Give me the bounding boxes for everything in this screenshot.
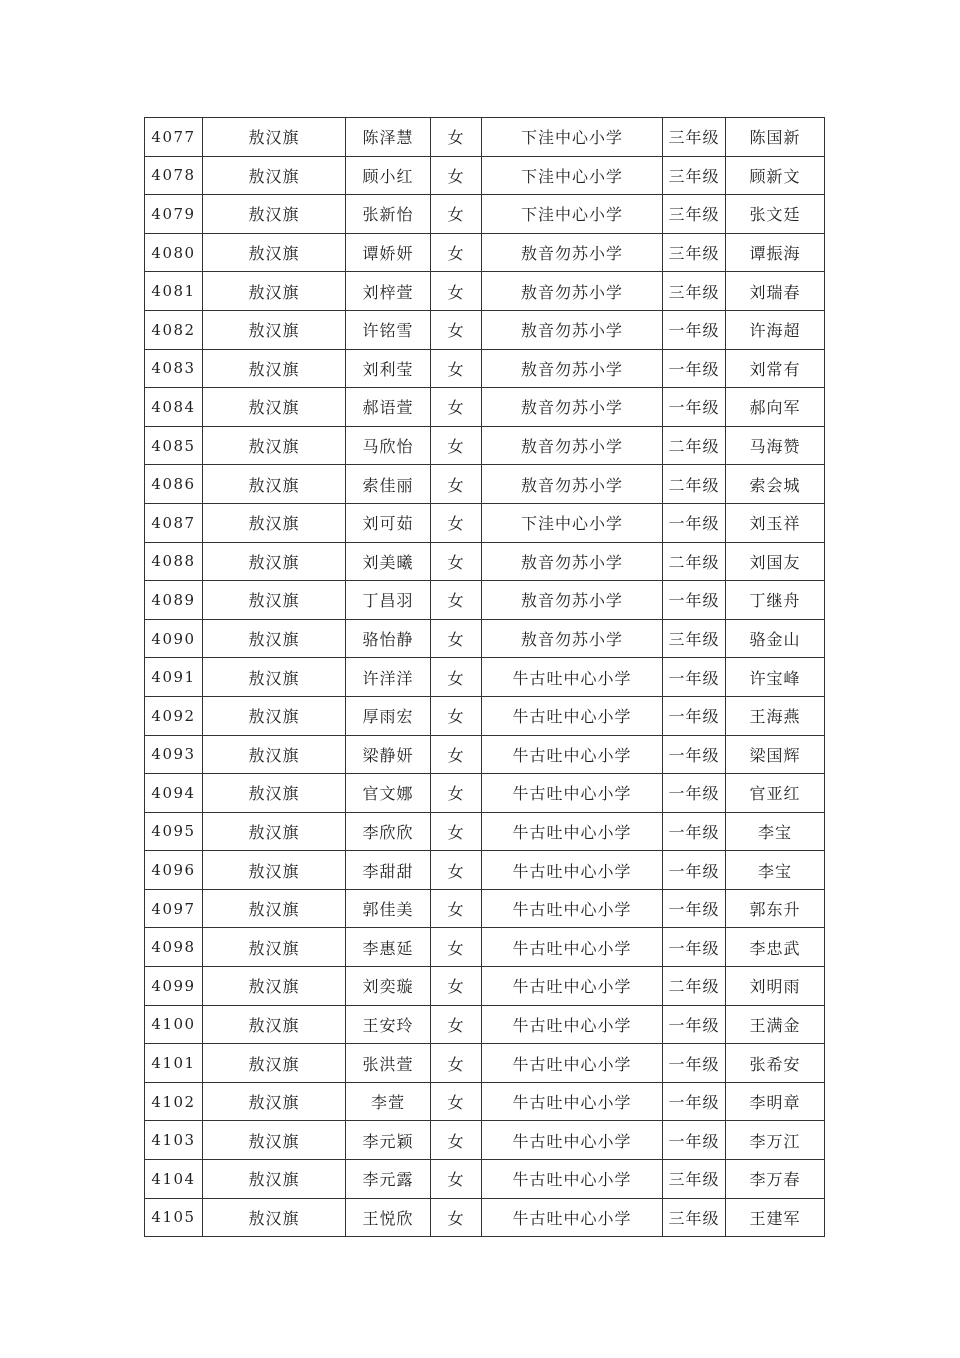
grade-cell: 一年级 [663, 696, 726, 735]
grade-cell: 一年级 [663, 735, 726, 774]
gender-cell: 女 [431, 542, 482, 581]
id-cell: 4105 [145, 1198, 203, 1237]
student-name-cell: 刘可茹 [346, 503, 431, 542]
guardian-name-cell: 谭振海 [726, 233, 825, 272]
student-name-cell: 顾小红 [346, 156, 431, 195]
id-cell: 4090 [145, 619, 203, 658]
table-row [145, 465, 825, 504]
gender-cell: 女 [431, 696, 482, 735]
guardian-name-cell: 许海超 [726, 310, 825, 349]
guardian-name-cell: 李忠武 [726, 928, 825, 967]
student-name-cell: 许铭雪 [346, 310, 431, 349]
table-row [145, 889, 825, 928]
region-cell: 敖汉旗 [203, 388, 346, 427]
grade-cell: 二年级 [663, 967, 726, 1006]
student-name-cell: 李惠延 [346, 928, 431, 967]
grade-cell: 三年级 [663, 156, 726, 195]
grade-cell: 一年级 [663, 349, 726, 388]
gender-cell: 女 [431, 658, 482, 697]
table-row [145, 349, 825, 388]
school-cell: 牛古吐中心小学 [482, 696, 663, 735]
gender-cell: 女 [431, 503, 482, 542]
table-row [145, 774, 825, 813]
table-row [145, 581, 825, 620]
region-cell: 敖汉旗 [203, 812, 346, 851]
region-cell: 敖汉旗 [203, 851, 346, 890]
region-cell: 敖汉旗 [203, 426, 346, 465]
grade-cell: 二年级 [663, 542, 726, 581]
student-name-cell: 谭娇妍 [346, 233, 431, 272]
table-row [145, 1044, 825, 1083]
gender-cell: 女 [431, 1044, 482, 1083]
guardian-name-cell: 刘明雨 [726, 967, 825, 1006]
id-cell: 4079 [145, 195, 203, 234]
grade-cell: 一年级 [663, 774, 726, 813]
table-row [145, 928, 825, 967]
region-cell: 敖汉旗 [203, 1044, 346, 1083]
grade-cell: 二年级 [663, 426, 726, 465]
grade-cell: 三年级 [663, 272, 726, 311]
gender-cell: 女 [431, 812, 482, 851]
region-cell: 敖汉旗 [203, 310, 346, 349]
student-name-cell: 王悦欣 [346, 1198, 431, 1237]
guardian-name-cell: 官亚红 [726, 774, 825, 813]
id-cell: 4100 [145, 1005, 203, 1044]
school-cell: 下洼中心小学 [482, 118, 663, 157]
region-cell: 敖汉旗 [203, 195, 346, 234]
gender-cell: 女 [431, 581, 482, 620]
grade-cell: 一年级 [663, 658, 726, 697]
student-name-cell: 马欣怡 [346, 426, 431, 465]
gender-cell: 女 [431, 156, 482, 195]
school-cell: 敖音勿苏小学 [482, 272, 663, 311]
school-cell: 敖音勿苏小学 [482, 542, 663, 581]
guardian-name-cell: 王海燕 [726, 696, 825, 735]
id-cell: 4104 [145, 1160, 203, 1199]
region-cell: 敖汉旗 [203, 696, 346, 735]
guardian-name-cell: 刘瑞春 [726, 272, 825, 311]
school-cell: 牛古吐中心小学 [482, 928, 663, 967]
region-cell: 敖汉旗 [203, 272, 346, 311]
student-name-cell: 王安玲 [346, 1005, 431, 1044]
guardian-name-cell: 刘国友 [726, 542, 825, 581]
school-cell: 敖音勿苏小学 [482, 233, 663, 272]
student-name-cell: 许洋洋 [346, 658, 431, 697]
id-cell: 4087 [145, 503, 203, 542]
table-row [145, 156, 825, 195]
student-name-cell: 李欣欣 [346, 812, 431, 851]
gender-cell: 女 [431, 195, 482, 234]
student-name-cell: 张洪萱 [346, 1044, 431, 1083]
school-cell: 牛古吐中心小学 [482, 1082, 663, 1121]
region-cell: 敖汉旗 [203, 928, 346, 967]
id-cell: 4089 [145, 581, 203, 620]
gender-cell: 女 [431, 889, 482, 928]
guardian-name-cell: 郭东升 [726, 889, 825, 928]
guardian-name-cell: 张文廷 [726, 195, 825, 234]
id-cell: 4098 [145, 928, 203, 967]
table-row [145, 195, 825, 234]
student-name-cell: 郭佳美 [346, 889, 431, 928]
grade-cell: 三年级 [663, 1198, 726, 1237]
school-cell: 下洼中心小学 [482, 195, 663, 234]
region-cell: 敖汉旗 [203, 774, 346, 813]
grade-cell: 一年级 [663, 1082, 726, 1121]
student-name-cell: 李萱 [346, 1082, 431, 1121]
region-cell: 敖汉旗 [203, 1121, 346, 1160]
student-name-cell: 李元颖 [346, 1121, 431, 1160]
guardian-name-cell: 张希安 [726, 1044, 825, 1083]
gender-cell: 女 [431, 1082, 482, 1121]
table-row [145, 812, 825, 851]
guardian-name-cell: 刘常有 [726, 349, 825, 388]
table-row [145, 658, 825, 697]
gender-cell: 女 [431, 774, 482, 813]
region-cell: 敖汉旗 [203, 118, 346, 157]
guardian-name-cell: 梁国辉 [726, 735, 825, 774]
gender-cell: 女 [431, 272, 482, 311]
table-row [145, 1082, 825, 1121]
gender-cell: 女 [431, 426, 482, 465]
student-name-cell: 郝语萱 [346, 388, 431, 427]
gender-cell: 女 [431, 851, 482, 890]
table-row [145, 118, 825, 157]
roster-table [144, 117, 825, 1237]
gender-cell: 女 [431, 233, 482, 272]
id-cell: 4096 [145, 851, 203, 890]
student-name-cell: 丁昌羽 [346, 581, 431, 620]
grade-cell: 三年级 [663, 619, 726, 658]
gender-cell: 女 [431, 1198, 482, 1237]
student-name-cell: 刘梓萱 [346, 272, 431, 311]
roster-body [145, 118, 825, 1237]
table-row [145, 542, 825, 581]
gender-cell: 女 [431, 619, 482, 658]
school-cell: 敖音勿苏小学 [482, 426, 663, 465]
grade-cell: 一年级 [663, 851, 726, 890]
school-cell: 牛古吐中心小学 [482, 1160, 663, 1199]
gender-cell: 女 [431, 1005, 482, 1044]
guardian-name-cell: 刘玉祥 [726, 503, 825, 542]
school-cell: 敖音勿苏小学 [482, 619, 663, 658]
region-cell: 敖汉旗 [203, 581, 346, 620]
id-cell: 4085 [145, 426, 203, 465]
id-cell: 4103 [145, 1121, 203, 1160]
region-cell: 敖汉旗 [203, 619, 346, 658]
student-name-cell: 厚雨宏 [346, 696, 431, 735]
grade-cell: 一年级 [663, 503, 726, 542]
region-cell: 敖汉旗 [203, 658, 346, 697]
region-cell: 敖汉旗 [203, 967, 346, 1006]
id-cell: 4092 [145, 696, 203, 735]
region-cell: 敖汉旗 [203, 1082, 346, 1121]
id-cell: 4102 [145, 1082, 203, 1121]
gender-cell: 女 [431, 388, 482, 427]
guardian-name-cell: 索会城 [726, 465, 825, 504]
region-cell: 敖汉旗 [203, 503, 346, 542]
region-cell: 敖汉旗 [203, 233, 346, 272]
grade-cell: 一年级 [663, 889, 726, 928]
school-cell: 下洼中心小学 [482, 503, 663, 542]
student-name-cell: 刘奕璇 [346, 967, 431, 1006]
id-cell: 4093 [145, 735, 203, 774]
student-name-cell: 刘美曦 [346, 542, 431, 581]
grade-cell: 一年级 [663, 1044, 726, 1083]
gender-cell: 女 [431, 310, 482, 349]
id-cell: 4086 [145, 465, 203, 504]
id-cell: 4083 [145, 349, 203, 388]
table-row [145, 1005, 825, 1044]
id-cell: 4091 [145, 658, 203, 697]
grade-cell: 三年级 [663, 195, 726, 234]
school-cell: 牛古吐中心小学 [482, 774, 663, 813]
student-name-cell: 骆怡静 [346, 619, 431, 658]
guardian-name-cell: 李万江 [726, 1121, 825, 1160]
id-cell: 4082 [145, 310, 203, 349]
grade-cell: 三年级 [663, 233, 726, 272]
school-cell: 牛古吐中心小学 [482, 735, 663, 774]
gender-cell: 女 [431, 1160, 482, 1199]
region-cell: 敖汉旗 [203, 889, 346, 928]
grade-cell: 二年级 [663, 465, 726, 504]
table-row [145, 735, 825, 774]
gender-cell: 女 [431, 928, 482, 967]
region-cell: 敖汉旗 [203, 1160, 346, 1199]
id-cell: 4077 [145, 118, 203, 157]
region-cell: 敖汉旗 [203, 349, 346, 388]
school-cell: 牛古吐中心小学 [482, 1198, 663, 1237]
table-row [145, 233, 825, 272]
region-cell: 敖汉旗 [203, 1198, 346, 1237]
id-cell: 4097 [145, 889, 203, 928]
table-row [145, 967, 825, 1006]
gender-cell: 女 [431, 349, 482, 388]
guardian-name-cell: 王建军 [726, 1198, 825, 1237]
id-cell: 4078 [145, 156, 203, 195]
student-name-cell: 梁静妍 [346, 735, 431, 774]
gender-cell: 女 [431, 735, 482, 774]
guardian-name-cell: 李明章 [726, 1082, 825, 1121]
table-row [145, 696, 825, 735]
guardian-name-cell: 李宝 [726, 851, 825, 890]
guardian-name-cell: 骆金山 [726, 619, 825, 658]
guardian-name-cell: 陈国新 [726, 118, 825, 157]
school-cell: 敖音勿苏小学 [482, 581, 663, 620]
guardian-name-cell: 王满金 [726, 1005, 825, 1044]
table-row [145, 1121, 825, 1160]
id-cell: 4101 [145, 1044, 203, 1083]
student-name-cell: 陈泽慧 [346, 118, 431, 157]
id-cell: 4099 [145, 967, 203, 1006]
student-name-cell: 李元露 [346, 1160, 431, 1199]
id-cell: 4088 [145, 542, 203, 581]
school-cell: 牛古吐中心小学 [482, 851, 663, 890]
region-cell: 敖汉旗 [203, 542, 346, 581]
region-cell: 敖汉旗 [203, 156, 346, 195]
region-cell: 敖汉旗 [203, 1005, 346, 1044]
guardian-name-cell: 丁继舟 [726, 581, 825, 620]
grade-cell: 一年级 [663, 310, 726, 349]
id-cell: 4084 [145, 388, 203, 427]
grade-cell: 一年级 [663, 1005, 726, 1044]
school-cell: 牛古吐中心小学 [482, 1044, 663, 1083]
guardian-name-cell: 许宝峰 [726, 658, 825, 697]
grade-cell: 一年级 [663, 1121, 726, 1160]
school-cell: 牛古吐中心小学 [482, 1121, 663, 1160]
region-cell: 敖汉旗 [203, 735, 346, 774]
table-row [145, 619, 825, 658]
school-cell: 牛古吐中心小学 [482, 812, 663, 851]
student-name-cell: 张新怡 [346, 195, 431, 234]
guardian-name-cell: 马海赞 [726, 426, 825, 465]
grade-cell: 一年级 [663, 581, 726, 620]
school-cell: 牛古吐中心小学 [482, 889, 663, 928]
student-name-cell: 刘利莹 [346, 349, 431, 388]
table-row [145, 310, 825, 349]
grade-cell: 一年级 [663, 388, 726, 427]
school-cell: 牛古吐中心小学 [482, 967, 663, 1006]
school-cell: 敖音勿苏小学 [482, 310, 663, 349]
student-name-cell: 官文娜 [346, 774, 431, 813]
guardian-name-cell: 顾新文 [726, 156, 825, 195]
school-cell: 下洼中心小学 [482, 156, 663, 195]
region-cell: 敖汉旗 [203, 465, 346, 504]
gender-cell: 女 [431, 118, 482, 157]
grade-cell: 三年级 [663, 1160, 726, 1199]
gender-cell: 女 [431, 1121, 482, 1160]
gender-cell: 女 [431, 967, 482, 1006]
grade-cell: 一年级 [663, 928, 726, 967]
school-cell: 牛古吐中心小学 [482, 1005, 663, 1044]
student-name-cell: 索佳丽 [346, 465, 431, 504]
table-row [145, 272, 825, 311]
gender-cell: 女 [431, 465, 482, 504]
id-cell: 4080 [145, 233, 203, 272]
id-cell: 4095 [145, 812, 203, 851]
table-row [145, 388, 825, 427]
id-cell: 4081 [145, 272, 203, 311]
id-cell: 4094 [145, 774, 203, 813]
school-cell: 敖音勿苏小学 [482, 349, 663, 388]
guardian-name-cell: 李宝 [726, 812, 825, 851]
student-name-cell: 李甜甜 [346, 851, 431, 890]
table-row [145, 851, 825, 890]
table-row [145, 1198, 825, 1237]
grade-cell: 一年级 [663, 812, 726, 851]
school-cell: 敖音勿苏小学 [482, 388, 663, 427]
table-row [145, 1160, 825, 1199]
guardian-name-cell: 李万春 [726, 1160, 825, 1199]
table-row [145, 503, 825, 542]
grade-cell: 三年级 [663, 118, 726, 157]
school-cell: 牛古吐中心小学 [482, 658, 663, 697]
guardian-name-cell: 郝向军 [726, 388, 825, 427]
table-row [145, 426, 825, 465]
school-cell: 敖音勿苏小学 [482, 465, 663, 504]
